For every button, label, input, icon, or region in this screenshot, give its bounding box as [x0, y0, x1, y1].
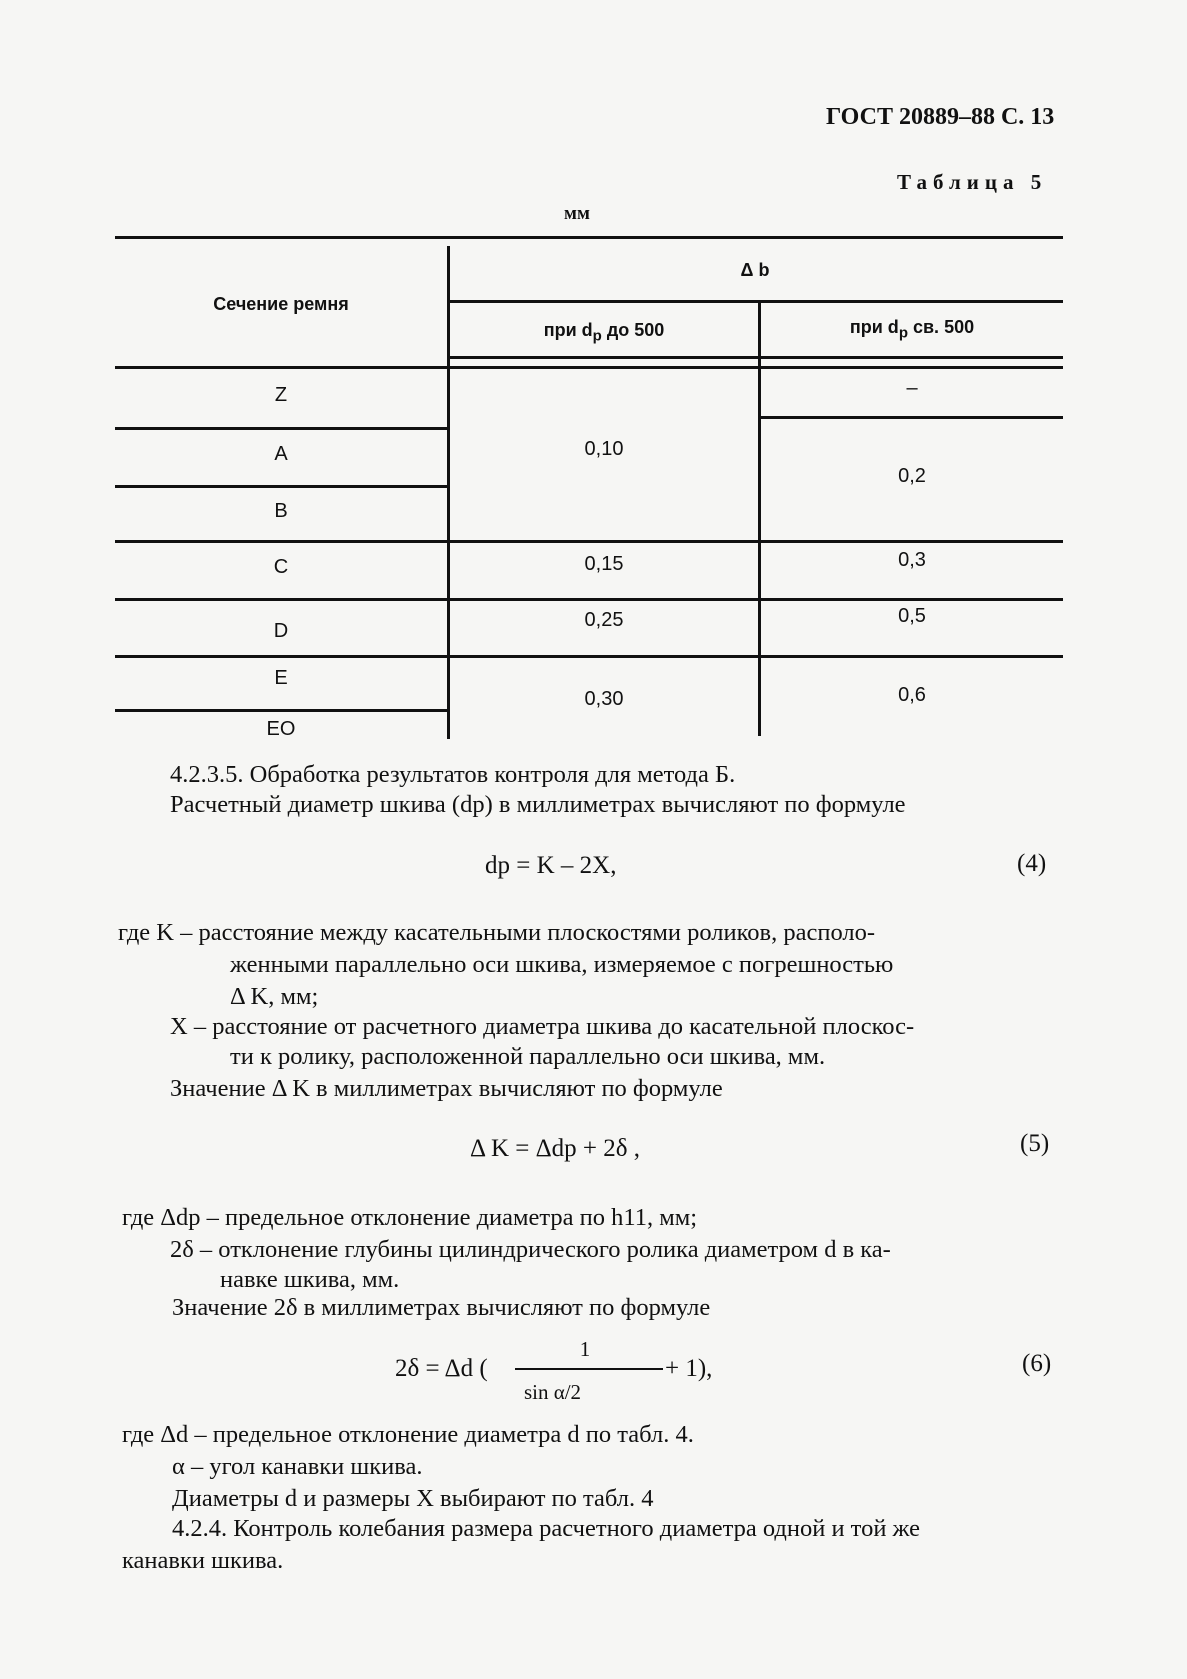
table-cell-over-500: 0,5 [898, 605, 926, 627]
paragraph-choose-d-x: Диаметры d и размеры X выбирают по табл. 4 [172, 1485, 654, 1512]
table-cell-up-to-500: 0,25 [584, 609, 624, 631]
col-header-delta-b: Δ b [740, 260, 770, 280]
where-x-line-2: ти к ролику, расположенной параллельно оси шкива, мм. [230, 1043, 826, 1070]
table-cell-over-500: 0,2 [898, 465, 926, 487]
table-cell-section: EO [266, 718, 296, 740]
table-cell-section: A [274, 443, 288, 465]
where-alpha: α – угол канавки шкива. [172, 1453, 423, 1480]
formula-4-number: (4) [1017, 850, 1047, 877]
table-cell-section: Z [274, 384, 288, 406]
document-header: ГОСТ 20889–88 С. 13 [826, 104, 1055, 130]
col-header-over-500: при $d_р$ св. 500 [849, 317, 975, 342]
table-cell-up-to-500: 0,15 [584, 553, 624, 575]
col-header-up-to-500: при $d_р$ до 500 [543, 320, 665, 345]
table-cell-over-500: 0,3 [898, 549, 926, 571]
table-cell-section: D [273, 620, 289, 642]
table-unit: мм [564, 203, 590, 224]
formula-4: dр = K – 2X, [485, 852, 617, 879]
where-2delta-line-2: навке шкива, мм. [220, 1266, 400, 1293]
formula-6-left: 2δ = Δd ( [395, 1355, 488, 1382]
where-delta-dp: где Δdр – предельное отклонение диаметра по h11, мм; [122, 1204, 698, 1231]
table-caption: Таблица 5 [897, 170, 1048, 194]
formula-6-fraction-bar [515, 1368, 663, 1370]
formula-6-number: (6) [1022, 1350, 1052, 1377]
table-cell-section: E [274, 667, 288, 689]
paragraph-delta-k-intro: Значение Δ K в миллиметрах вычисляют по формуле [170, 1075, 723, 1102]
paragraph-formula-intro: Расчетный диаметр шкива (dр) в миллиметрах вычисляют по формуле [170, 791, 906, 818]
where-x-line-1: X – расстояние от расчетного диаметра шкива до касательной плоскос- [170, 1013, 915, 1040]
table-cell-up-to-500: 0,10 [584, 438, 624, 460]
formula-5: Δ K = Δdр + 2δ , [470, 1135, 641, 1162]
table-cell-over-500: – [906, 377, 918, 399]
paragraph-4-2-4-line-2: канавки шкива. [122, 1547, 284, 1574]
paragraph-2delta-intro: Значение 2δ в миллиметрах вычисляют по формуле [172, 1294, 711, 1321]
col-header-section: Сечение ремня [213, 294, 349, 314]
table-cell-section: C [273, 556, 289, 578]
paragraph-4-2-3-5: 4.2.3.5. Обработка результатов контроля для метода Б. [170, 761, 736, 788]
formula-6-denominator: sin α/2 [523, 1380, 582, 1404]
formula-6-right: + 1), [665, 1355, 713, 1382]
where-2delta-line-1: 2δ – отклонение глубины цилиндрического ролика диаметром d в ка- [170, 1236, 891, 1263]
table-cell-up-to-500: 0,30 [584, 688, 624, 710]
formula-6-numerator: 1 [579, 1337, 591, 1361]
formula-5-number: (5) [1020, 1130, 1050, 1157]
paragraph-4-2-4-line-1: 4.2.4. Контроль колебания размера расчетного диаметра одной и той же [172, 1515, 921, 1542]
where-k-line-1: где K – расстояние между касательными плоскостями роликов, располо- [118, 919, 876, 946]
where-k-line-3: Δ K, мм; [230, 983, 319, 1010]
table-cell-over-500: 0,6 [898, 684, 926, 706]
table-cell-section: B [274, 500, 288, 522]
where-delta-d: где Δd – предельное отклонение диаметра d по табл. 4. [122, 1421, 694, 1448]
where-k-line-2: женными параллельно оси шкива, измеряемое с погрешностью [230, 951, 894, 978]
